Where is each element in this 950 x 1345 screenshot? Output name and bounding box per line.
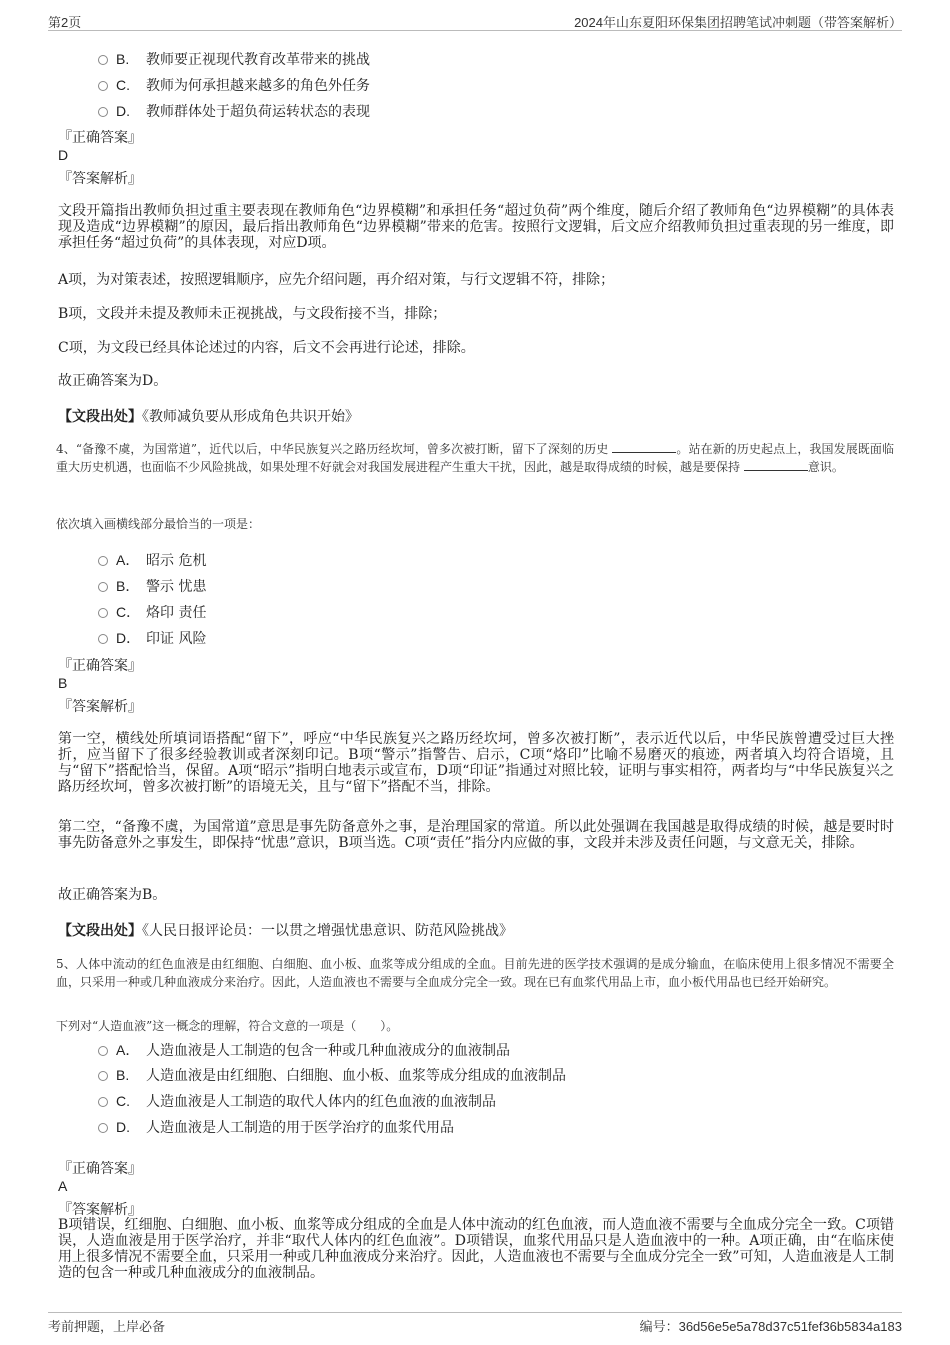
q3-answer: D (58, 147, 69, 163)
q3-analysis-p4: C项，为文段已经具体论述过的内容，后文不会再进行论述，排除。 (58, 340, 475, 356)
q4-analysis-p3: 故正确答案为B。 (58, 887, 167, 903)
radio-icon[interactable] (98, 1097, 108, 1107)
radio-icon[interactable] (98, 556, 108, 566)
q3-analysis-label: 『答案解析』 (58, 171, 142, 187)
radio-icon[interactable] (98, 1046, 108, 1056)
q4-analysis-p1: 第一空，横线处所填词语搭配“留下”，呼应“中华民族复兴之路历经坎坷，曾多次被打断”，表示近代以后，中华民族曾遭受过巨大挫折，应当留下了很多经验教训或者深刻印记。B项“警示”指警告、启示，C项“烙印”比喻不易磨灭的痕迹，两者填入均符合语境，且与“留下”搭配恰当，保留。A项“昭示”指明白地表示或宣布，D项“印证”指通过对照比较，证明与事实相符，两者均与“中华民族复兴之路历经坎坷，曾多次被打断”的语境无关，且与“留下”搭配不当，排除。 (58, 731, 894, 795)
footer-slogan: 考前押题，上岸必备 (48, 1320, 166, 1335)
q4-answer-label: 『正确答案』 (58, 658, 142, 674)
q3-analysis-p5: 故正确答案为D。 (58, 373, 168, 389)
q3-option-b[interactable]: B. 教师要正视现代教育改革带来的挑战 (98, 49, 370, 69)
q5-stem: 5、人体中流动的红色血液是由红细胞、白细胞、血小板、血浆等成分组成的全血。目前先进的医学技术强调的是成分输血，在临床使用上很多情况不需要全血，只采用一种或几种血液成分来治疗。因此，人造血液也不需要与全血成分完全一致。现在已有血浆代用品上市，血小板代用品也已经开始研究。 (56, 957, 894, 989)
q3-analysis-p3: B项，文段并未提及教师未正视挑战，与文段衔接不当，排除； (58, 306, 447, 322)
page-header (48, 10, 902, 31)
q4-option-c[interactable]: C． 烙印 责任 (98, 602, 206, 622)
blank-line (612, 440, 676, 453)
radio-icon[interactable] (98, 582, 108, 592)
radio-icon[interactable] (98, 55, 108, 65)
q4-source: 【文段出处】《人民日报评论员：一以贯之增强忧患意识、防范风险挑战》 (58, 923, 513, 939)
q4-option-a[interactable]: A． 昭示 危机 (98, 550, 206, 570)
q5-option-a[interactable]: A． 人造血液是人工制造的包含一种或几种血液成分的血液制品 (98, 1040, 510, 1060)
q4-analysis-p2: 第二空，“备豫不虞，为国常道”意思是事先防备意外之事，是治理国家的常道。所以此处强调在我国越是取得成绩的时候，越是要时时事先防备意外之事发生，即保持“忧患”意识，B项当选。C项“责任”指分内应做的事，文段并未涉及责任问题，与文意无关，排除。 (58, 819, 894, 851)
q4-option-b[interactable]: B． 警示 忧患 (98, 576, 206, 596)
q4-option-d[interactable]: D． 印证 风险 (98, 628, 206, 648)
q5-option-b[interactable]: B. 人造血液是由红细胞、白细胞、血小板、血浆等成分组成的血液制品 (98, 1065, 566, 1085)
q5-option-c[interactable]: C. 人造血液是人工制造的取代人体内的红色血液的血液制品 (98, 1091, 496, 1111)
document-title: 2024年山东夏阳环保集团招聘笔试冲刺题（带答案解析） (574, 15, 902, 30)
radio-icon[interactable] (98, 81, 108, 91)
q3-analysis-p1: 文段开篇指出教师负担过重主要表现在教师角色“边界模糊”和承担任务“超过负荷”两个维度，随后介绍了教师角色“边界模糊”的具体表现及造成“边界模糊”的原因，最后指出教师角色“边界模糊”带来的危害。按照行文逻辑，后文应介绍教师负担过重表现的另一维度，即承担任务“超过负荷”的具体表现，对应D项。 (58, 203, 894, 251)
page-number: 第2页 (48, 15, 82, 30)
q4-stem: 4、“备豫不虞，为国常道”，近代以后，中华民族复兴之路历经坎坷，曾多次被打断，留下了深刻的历史 。站在新的历史起点上，我国发展既面临重大历史机遇，也面临不少风险挑战，如果处理不好就会对我国发展进程产生重大干扰，因此，越是取得成绩的时候，越是要保持 意识。 (56, 442, 894, 474)
document-code: 编号：36d56e5e5a78d37c51fef36b5834a183 (639, 1319, 902, 1335)
q3-source: 【文段出处】《教师减负要从形成角色共识开始》 (58, 409, 359, 425)
q5-answer-label: 『正确答案』 (58, 1161, 142, 1177)
q3-analysis-p2: A项，为对策表述，按照逻辑顺序，应先介绍问题，再介绍对策，与行文逻辑不符，排除； (58, 272, 615, 288)
blank-line (744, 458, 808, 471)
radio-icon[interactable] (98, 1123, 108, 1133)
q4-answer: B (58, 675, 68, 691)
q4-analysis-label: 『答案解析』 (58, 699, 142, 715)
radio-icon[interactable] (98, 1071, 108, 1081)
q3-option-d[interactable]: D. 教师群体处于超负荷运转状态的表现 (98, 101, 370, 121)
q5-analysis: B项错误，红细胞、白细胞、血小板、血浆等成分组成的全血是人体中流动的红色血液，而人造血液不需要与全血成分完全一致。C项错误，人造血液是用于医学治疗，并非“取代人体内的红色血液”。D项错误，血浆代用品只是人造血液中的一种。A项正确，由“在临床使用上很多情况不需要全血，只采用一种或几种血液成分来治疗。因此，人造血液也不需要与全血成分完全一致”可知，人造血液是人工制造的包含一种或几种血液成分的血液制品。 (58, 1217, 894, 1281)
radio-icon[interactable] (98, 634, 108, 644)
q3-answer-label: 『正确答案』 (58, 130, 142, 146)
radio-icon[interactable] (98, 107, 108, 117)
radio-icon[interactable] (98, 608, 108, 618)
q4-prompt: 依次填入画横线部分最恰当的一项是： (56, 517, 261, 531)
q5-option-d[interactable]: D. 人造血液是人工制造的用于医学治疗的血浆代用品 (98, 1117, 454, 1137)
q5-prompt: 下列对“人造血液”这一概念的理解，符合文意的一项是（ ）。 (56, 1019, 399, 1033)
q5-analysis-label: 『答案解析』 (58, 1202, 142, 1218)
q3-option-c[interactable]: C. 教师为何承担越来越多的角色外任务 (98, 75, 370, 95)
q5-answer: A (58, 1178, 68, 1194)
page-footer (48, 1312, 902, 1335)
